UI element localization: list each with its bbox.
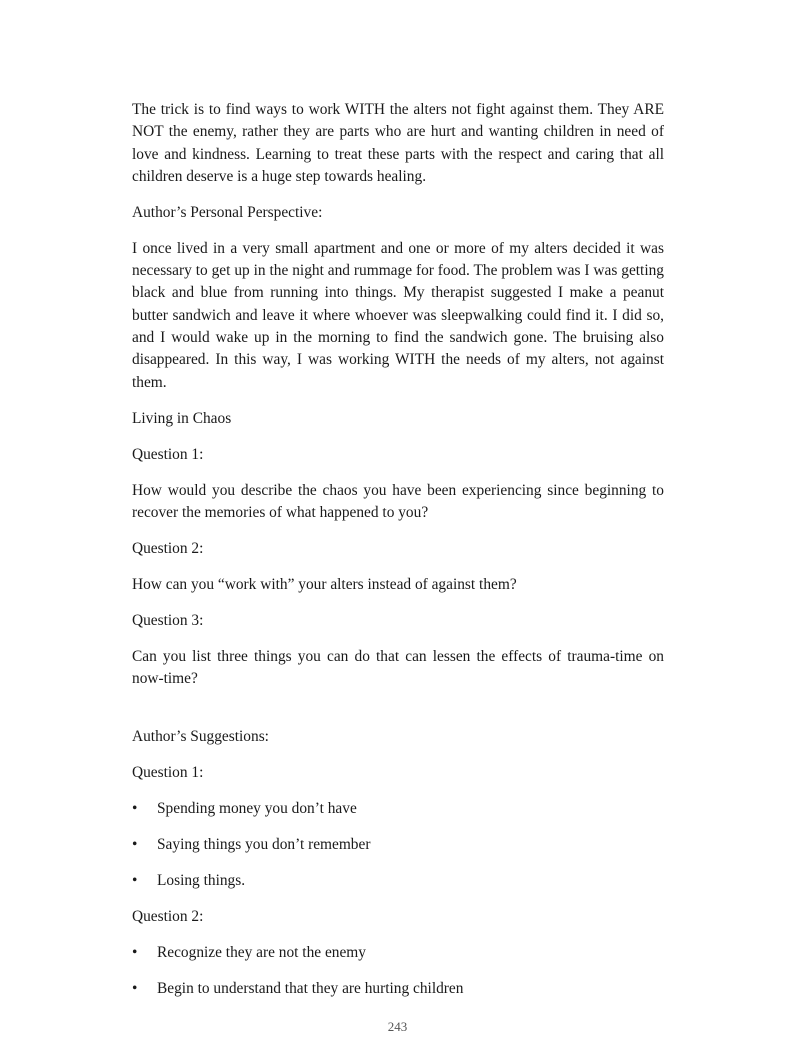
page-number: 243	[387, 1019, 408, 1034]
bullet-item	[132, 942, 664, 964]
bullet-text: Recognize they are not the enemy	[157, 944, 366, 962]
suggestions-heading: Author’s Suggestions:	[132, 728, 269, 746]
bullet-text: Saying things you don’t remember	[157, 836, 371, 854]
question-2-text: How can you “work with” your alters instead of against them?	[132, 575, 517, 593]
bullet-icon: •	[132, 836, 138, 854]
suggestion-group-1-label: Question 1:	[132, 764, 204, 782]
bullet-icon: •	[132, 944, 138, 962]
bullet-text: Spending money you don’t have	[157, 800, 357, 818]
perspective-heading: Author’s Personal Perspective:	[132, 203, 323, 221]
perspective-paragraph: I once lived in a very small apartment and one or more of my alters decided it was necessary to get up in the night and rummage for food. The problem was I was getting black and blue from running into things. My therapist suggested I make a peanut butter sandwich and leave it where whoever was sleepwalking could find it. I did so, and I would wake up in the morning to find the sandwich gone. The bruising also disappeared. In this way, I was working WITH the needs of my alters, not against them.	[132, 239, 664, 391]
bullet-item	[132, 870, 664, 892]
question-1-text: How would you describe the chaos you have been experiencing since beginning to recover the memories of what happened to you?	[132, 481, 664, 521]
page-content	[132, 99, 664, 1014]
bullet-item	[132, 798, 664, 820]
question-3-text: Can you list three things you can do that can lessen the effects of trauma-time on now-time?	[132, 647, 664, 688]
bullet-icon: •	[132, 800, 138, 818]
suggestion-group-2-label: Question 2:	[132, 908, 204, 926]
bullet-item	[132, 834, 664, 856]
section-heading: Living in Chaos	[132, 409, 232, 427]
bullet-item	[132, 978, 664, 1000]
intro-paragraph: The trick is to find ways to work WITH the alters not fight against them. They ARE NOT the enemy, rather they are parts who are hurt and wanting children in need of love and kindness. Learning to treat these parts with the respect and caring that all children deserve is a huge step towards healing.	[132, 101, 664, 185]
bullet-icon: •	[132, 980, 138, 997]
bullet-text: Losing things.	[157, 872, 246, 890]
question-2-label: Question 2:	[132, 539, 204, 557]
question-1-label: Question 1:	[132, 445, 204, 463]
bullet-text: Begin to understand that they are hurting children	[157, 980, 464, 997]
spacer	[132, 704, 664, 726]
question-3-label: Question 3:	[132, 611, 204, 629]
bullet-icon: •	[132, 872, 138, 890]
